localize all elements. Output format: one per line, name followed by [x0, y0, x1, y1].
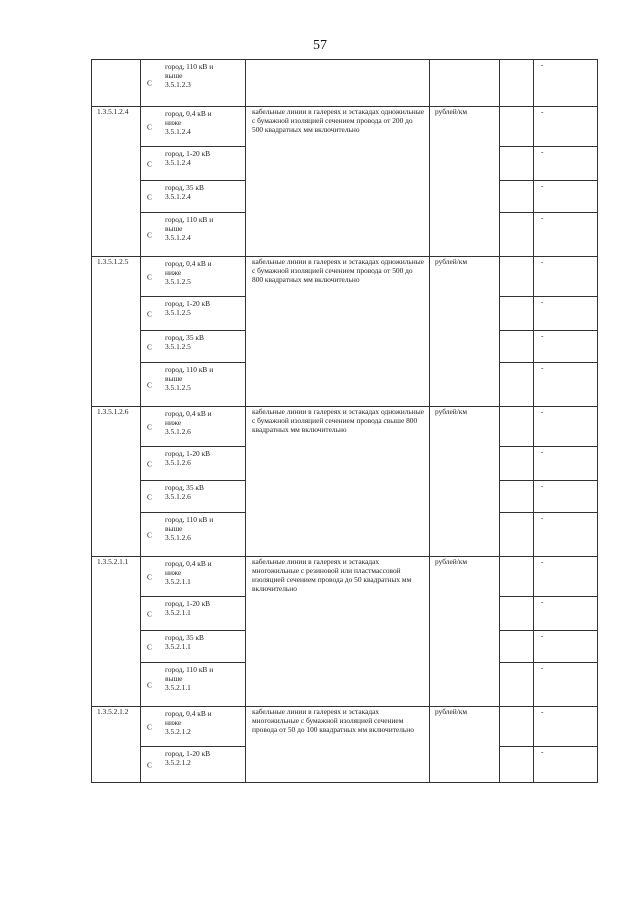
subrow-line1: город, 0,4 кВ и [165, 559, 212, 568]
table-row [92, 707, 598, 747]
category-letter: С [147, 122, 152, 131]
subrow-line1: город, 0,4 кВ и [165, 259, 212, 268]
description-cell [246, 60, 430, 107]
description-cell: кабельные линии в галереях и эстакадах многожильные с резиновой или пластмассовой изоляцией сечением провода до 50 квадратных мм включительно [246, 557, 430, 707]
row-code: 1.3.5.1.2.5 [92, 257, 141, 407]
subrow-line1: город, 110 кВ и [165, 215, 214, 224]
category-letter: С [147, 609, 152, 618]
category-letter: С [147, 230, 152, 239]
category-letter: С [147, 159, 152, 168]
subrow-cell [141, 107, 246, 147]
subrow-cell [141, 363, 246, 407]
subrow-code: 3.5.2.1.2 [165, 727, 191, 736]
category-letter: С [147, 78, 152, 88]
subrow-line1: город, 35 кВ [165, 333, 204, 342]
page-number: 57 [313, 38, 327, 53]
value-cell: - [534, 147, 598, 181]
row-code: 1.3.5.2.1.2 [92, 707, 141, 783]
subrow-code: 3.5.1.2.5 [165, 277, 191, 286]
description-cell: кабельные линии в галереях и эстакадах одножильные с бумажной изоляцией сечением провода от 200 до 500 квадратных мм включительно [246, 107, 430, 257]
blank-cell [500, 331, 534, 363]
value-cell: - [534, 747, 598, 783]
subrow-code: 3.5.1.2.5 [165, 383, 191, 392]
value-cell: - [534, 557, 598, 597]
subrow-cell [141, 747, 246, 783]
blank-cell [500, 213, 534, 257]
value-cell: - [534, 481, 598, 513]
subrow-line1: город, 0,4 кВ и [165, 709, 212, 718]
value-cell: - [534, 331, 598, 363]
blank-cell [500, 181, 534, 213]
subrow-line1: город, 1-20 кВ [165, 449, 211, 458]
subrow-cell [141, 481, 246, 513]
blank-cell [500, 631, 534, 663]
subrow-code: 3.5.1.2.3 [165, 80, 191, 89]
blank-cell [500, 407, 534, 447]
subrow-line2: выше [165, 674, 183, 683]
value-cell: - [534, 707, 598, 747]
blank-cell [500, 707, 534, 747]
category-letter: С [147, 722, 152, 731]
subrow-code: 3.5.1.2.4 [165, 233, 191, 242]
subrow-line2: ниже [165, 568, 182, 577]
subrow-cell [141, 663, 246, 707]
subrow-line1: город, 35 кВ [165, 483, 204, 492]
category-letter: С [147, 422, 152, 431]
category-letter: С [147, 492, 152, 501]
subrow-code: 3.5.1.2.6 [165, 533, 191, 542]
category-letter: С [147, 459, 152, 468]
value-cell: - [534, 257, 598, 297]
description-cell: кабельные линии в галереях и эстакадах одножильные с бумажной изоляцией сечением провода свыше 800 квадратных мм включительно [246, 407, 430, 557]
row-code: 1.3.5.1.2.6 [92, 407, 141, 557]
value-cell: - [534, 297, 598, 331]
subrow-line2: выше [165, 71, 183, 80]
unit-cell: рублей/км [430, 407, 500, 557]
subrow-code: 3.5.2.1.1 [165, 577, 191, 586]
subrow-cell [141, 60, 246, 107]
category-letter: С [147, 530, 152, 539]
value-cell: - [534, 60, 598, 107]
category-letter: С [147, 760, 152, 769]
subrow-code: 3.5.1.2.6 [165, 492, 191, 501]
subrow-cell [141, 707, 246, 747]
value-cell: - [534, 213, 598, 257]
blank-cell [500, 481, 534, 513]
category-letter: С [147, 572, 152, 581]
unit-cell: рублей/км [430, 557, 500, 707]
description-cell: кабельные линии в галереях и эстакадах многожильные с бумажной изоляцией сечением провода от 50 до 100 квадратных мм включительно [246, 707, 430, 783]
blank-cell [500, 363, 534, 407]
subrow-cell [141, 513, 246, 557]
subrow-code: 3.5.1.2.4 [165, 158, 191, 167]
row-code: 1.3.5.2.1.1 [92, 557, 141, 707]
table-row [92, 107, 598, 147]
subrow-code: 3.5.2.1.1 [165, 683, 191, 692]
subrow-line1: город, 0,4 кВ и [165, 109, 212, 118]
subrow-cell [141, 597, 246, 631]
table-row [92, 557, 598, 597]
subrow-line2: ниже [165, 118, 182, 127]
subrow-cell [141, 631, 246, 663]
subrow-cell [141, 147, 246, 181]
unit-cell [430, 60, 500, 107]
table-row [92, 60, 598, 107]
subrow-line2: ниже [165, 418, 182, 427]
subrow-line1: город, 110 кВ и [165, 365, 214, 374]
subrow-cell [141, 407, 246, 447]
category-letter: С [147, 342, 152, 351]
table-row [92, 407, 598, 447]
subrow-line1: город, 1-20 кВ [165, 599, 211, 608]
value-cell: - [534, 663, 598, 707]
subrow-code: 3.5.1.2.5 [165, 342, 191, 351]
subrow-line1: город, 1-20 кВ [165, 299, 211, 308]
blank-cell [500, 60, 534, 107]
value-cell: - [534, 447, 598, 481]
code-cell [92, 60, 141, 107]
subrow-cell [141, 181, 246, 213]
blank-cell [500, 557, 534, 597]
tariff-table [91, 59, 598, 783]
unit-cell: рублей/км [430, 257, 500, 407]
blank-cell [500, 107, 534, 147]
subrow-line2: ниже [165, 718, 182, 727]
subrow-code: 3.5.2.1.2 [165, 758, 191, 767]
subrow-code: 3.5.1.2.6 [165, 427, 191, 436]
subrow-line1: город, 110 кВ и [165, 665, 214, 674]
subrow-cell [141, 257, 246, 297]
unit-cell: рублей/км [430, 707, 500, 783]
blank-cell [500, 447, 534, 481]
subrow-line1: город, 35 кВ [165, 633, 204, 642]
value-cell: - [534, 631, 598, 663]
blank-cell [500, 297, 534, 331]
category-letter: С [147, 192, 152, 201]
category-letter: С [147, 642, 152, 651]
subrow-line2: выше [165, 374, 183, 383]
value-cell: - [534, 363, 598, 407]
blank-cell [500, 147, 534, 181]
category-letter: С [147, 380, 152, 389]
subrow-code: 3.5.1.2.4 [165, 127, 191, 136]
subrow-code: 3.5.1.2.5 [165, 308, 191, 317]
subrow-line2: ниже [165, 268, 182, 277]
category-letter: С [147, 680, 152, 689]
subrow-line2: выше [165, 224, 183, 233]
value-cell: - [534, 513, 598, 557]
subrow-cell [141, 297, 246, 331]
subrow-line1: город, 1-20 кВ [165, 149, 211, 158]
category-letter: С [147, 272, 152, 281]
subrow-code: 3.5.1.2.6 [165, 458, 191, 467]
unit-cell: рублей/км [430, 107, 500, 257]
subrow-code: 3.5.1.2.4 [165, 192, 191, 201]
blank-cell [500, 663, 534, 707]
subrow-line1: город, 1-20 кВ [165, 749, 211, 758]
blank-cell [500, 597, 534, 631]
subrow-line1: город, 0,4 кВ и [165, 409, 212, 418]
table-row [92, 257, 598, 297]
subrow-cell [141, 213, 246, 257]
subrow-code: 3.5.2.1.1 [165, 608, 191, 617]
value-cell: - [534, 181, 598, 213]
description-cell: кабельные линии в галереях и эстакадах одножильные с бумажной изоляцией сечением провода от 500 до 800 квадратных мм включительно [246, 257, 430, 407]
subrow-line1: город, 35 кВ [165, 183, 204, 192]
blank-cell [500, 513, 534, 557]
row-code: 1.3.5.1.2.4 [92, 107, 141, 257]
subrow-code: 3.5.2.1.1 [165, 642, 191, 651]
category-letter: С [147, 309, 152, 318]
value-cell: - [534, 407, 598, 447]
blank-cell [500, 257, 534, 297]
value-cell: - [534, 107, 598, 147]
subrow-line2: выше [165, 524, 183, 533]
subrow-cell [141, 331, 246, 363]
subrow-cell [141, 557, 246, 597]
value-cell: - [534, 597, 598, 631]
blank-cell [500, 747, 534, 783]
subrow-line1: город, 110 кВ и [165, 515, 214, 524]
subrow-line1: город, 110 кВ и [165, 62, 214, 71]
subrow-cell [141, 447, 246, 481]
